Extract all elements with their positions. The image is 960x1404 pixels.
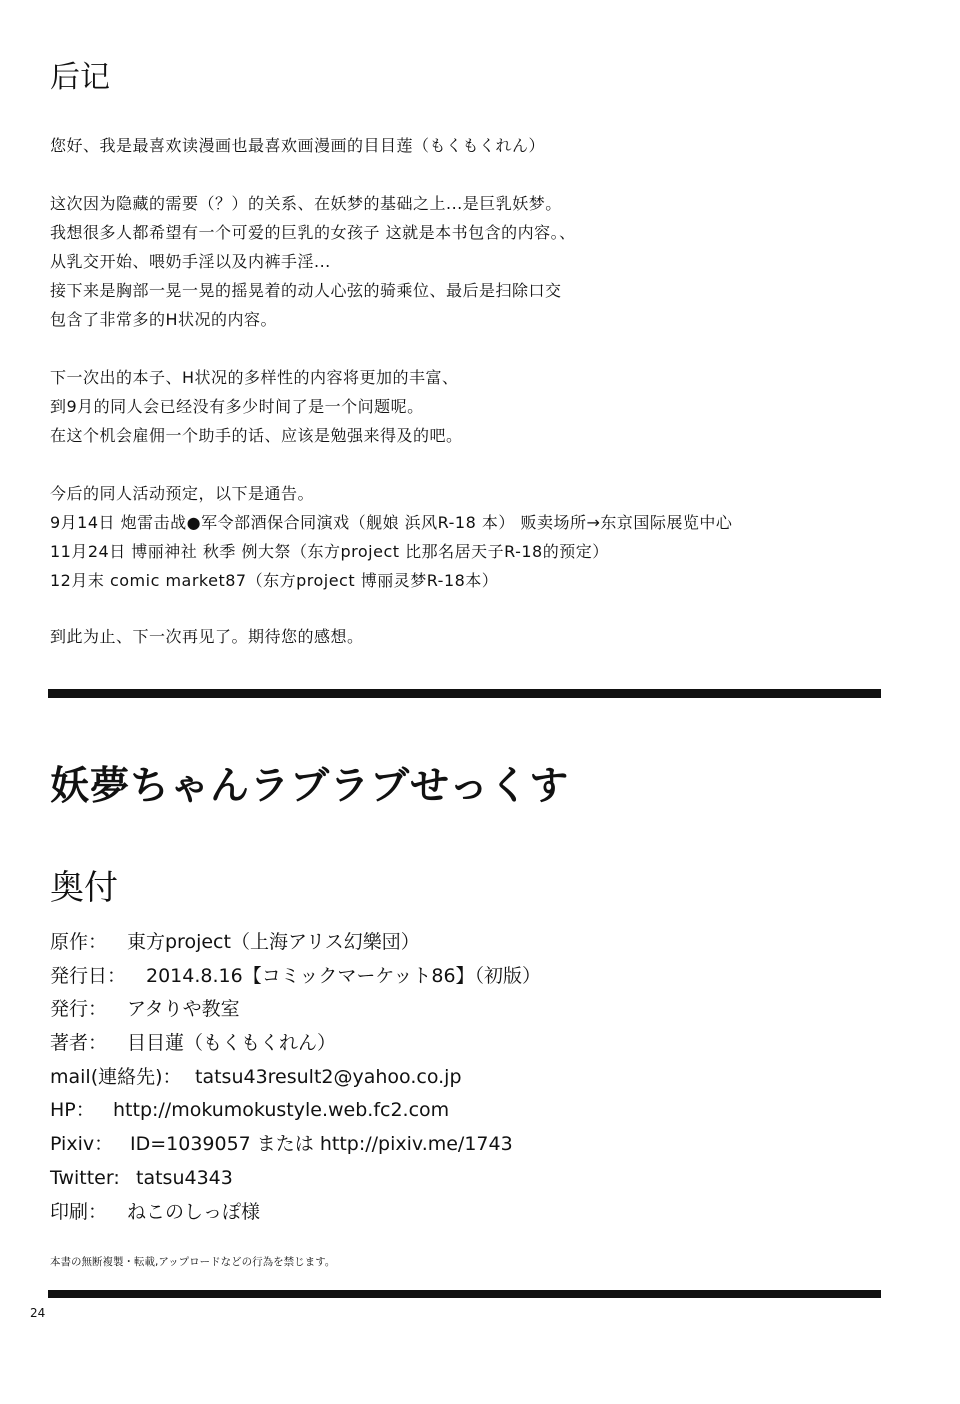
text-line: 到9月的同人会已经没有多少时间了是一个问题呢。 [50,397,424,416]
page-number: 24 [30,1306,46,1320]
afterword-paragraph-2 [50,189,576,334]
text-line: 包含了非常多的H状况的内容。 [50,310,278,329]
colophon-value: tatsu43result2@yahoo.co.jp [195,1065,462,1088]
colophon-value: ID=1039057 または http://pixiv.me/1743 [130,1133,513,1156]
colophon-row-printer [50,1196,541,1230]
text-line: 11月24日 博丽神社 秋季 例大祭（东方project 比那名居天子R-18的预定） [50,542,609,561]
colophon-row-original [50,926,541,960]
colophon-key: HP： [50,1099,95,1122]
text-line: 12月末 comic market87（东方project 博丽灵梦R-18本） [50,571,499,590]
colophon-key: Twitter: [50,1166,120,1189]
afterword-paragraph-4 [50,479,732,595]
colophon-value: ねこのしっぽ様 [127,1200,261,1223]
text-line: 这次因为隐藏的需要（？）的关系、在妖梦的基础之上...是巨乳妖梦。 [50,194,562,213]
text-line: 接下来是胸部一晃一晃的摇晃着的动人心弦的骑乘位、最后是扫除口交 [50,281,562,300]
colophon-row-author [50,1027,541,1061]
colophon-value: http://mokumokustyle.web.fc2.com [113,1099,450,1122]
colophon-row-homepage [50,1094,541,1128]
colophon-row-publisher [50,993,541,1027]
afterword-paragraph-1 [50,131,545,160]
colophon-value: tatsu4343 [136,1166,233,1189]
colophon-key: 印刷： [50,1200,108,1223]
afterword-paragraph-5 [50,622,364,651]
colophon-value: 2014.8.16【コミックマーケット86】（初版） [146,964,542,987]
section-divider [48,689,881,698]
text-line: 9月14日 炮雷击战●军令部酒保合同演戏（舰娘 浜风R-18 本） 贩卖场所→东京国际展览中心 [50,513,733,532]
text-line: 我想很多人都希望有一个可爱的巨乳的女孩子 这就是本书包含的内容。、 [50,223,576,242]
text-line: 您好、我是最喜欢读漫画也最喜欢画漫画的目目莲（もくもくれん） [50,136,546,155]
colophon-key: 原作： [50,931,108,953]
legal-notice: 本書の無断複製・転載,アップロードなどの行為を禁じます。 [50,1256,336,1268]
colophon-row-pixiv [50,1128,541,1162]
text-line: 到此为止、下一次再见了。期待您的感想。 [50,627,364,646]
footer-divider [48,1290,881,1298]
colophon-key: 発行： [50,998,108,1021]
colophon-value: アタりや教室 [127,998,240,1021]
text-line: 在这个机会雇佣一个助手的话、应该是勉强来得及的吧。 [50,426,463,445]
text-line: 下一次出的本子、H状况的多样性的内容将更加的丰富、 [50,368,459,387]
colophon-value: 東方project（上海アリス幻樂団） [127,931,420,953]
colophon-list [50,926,541,1229]
colophon-key: 著者： [50,1032,108,1055]
text-line: 今后的同人活动预定，以下是通告。 [50,484,315,503]
book-title: 妖夢ちゃんラブラブせっくす [50,764,570,809]
colophon-row-release-date [50,960,541,994]
afterword-heading: 后记 [50,60,110,95]
text-line: 从乳交开始、喂奶手淫以及内裤手淫... [50,252,331,271]
colophon-key: mail(連絡先)： [50,1065,182,1088]
colophon-row-mail [50,1061,541,1095]
colophon-key: 発行日： [50,964,127,987]
afterword-paragraph-3 [50,363,463,450]
colophon-heading: 奥付 [50,868,118,908]
colophon-row-twitter [50,1162,541,1196]
colophon-value: 目目蓮（もくもくれん） [127,1032,337,1055]
colophon-key: Pixiv： [50,1133,114,1156]
